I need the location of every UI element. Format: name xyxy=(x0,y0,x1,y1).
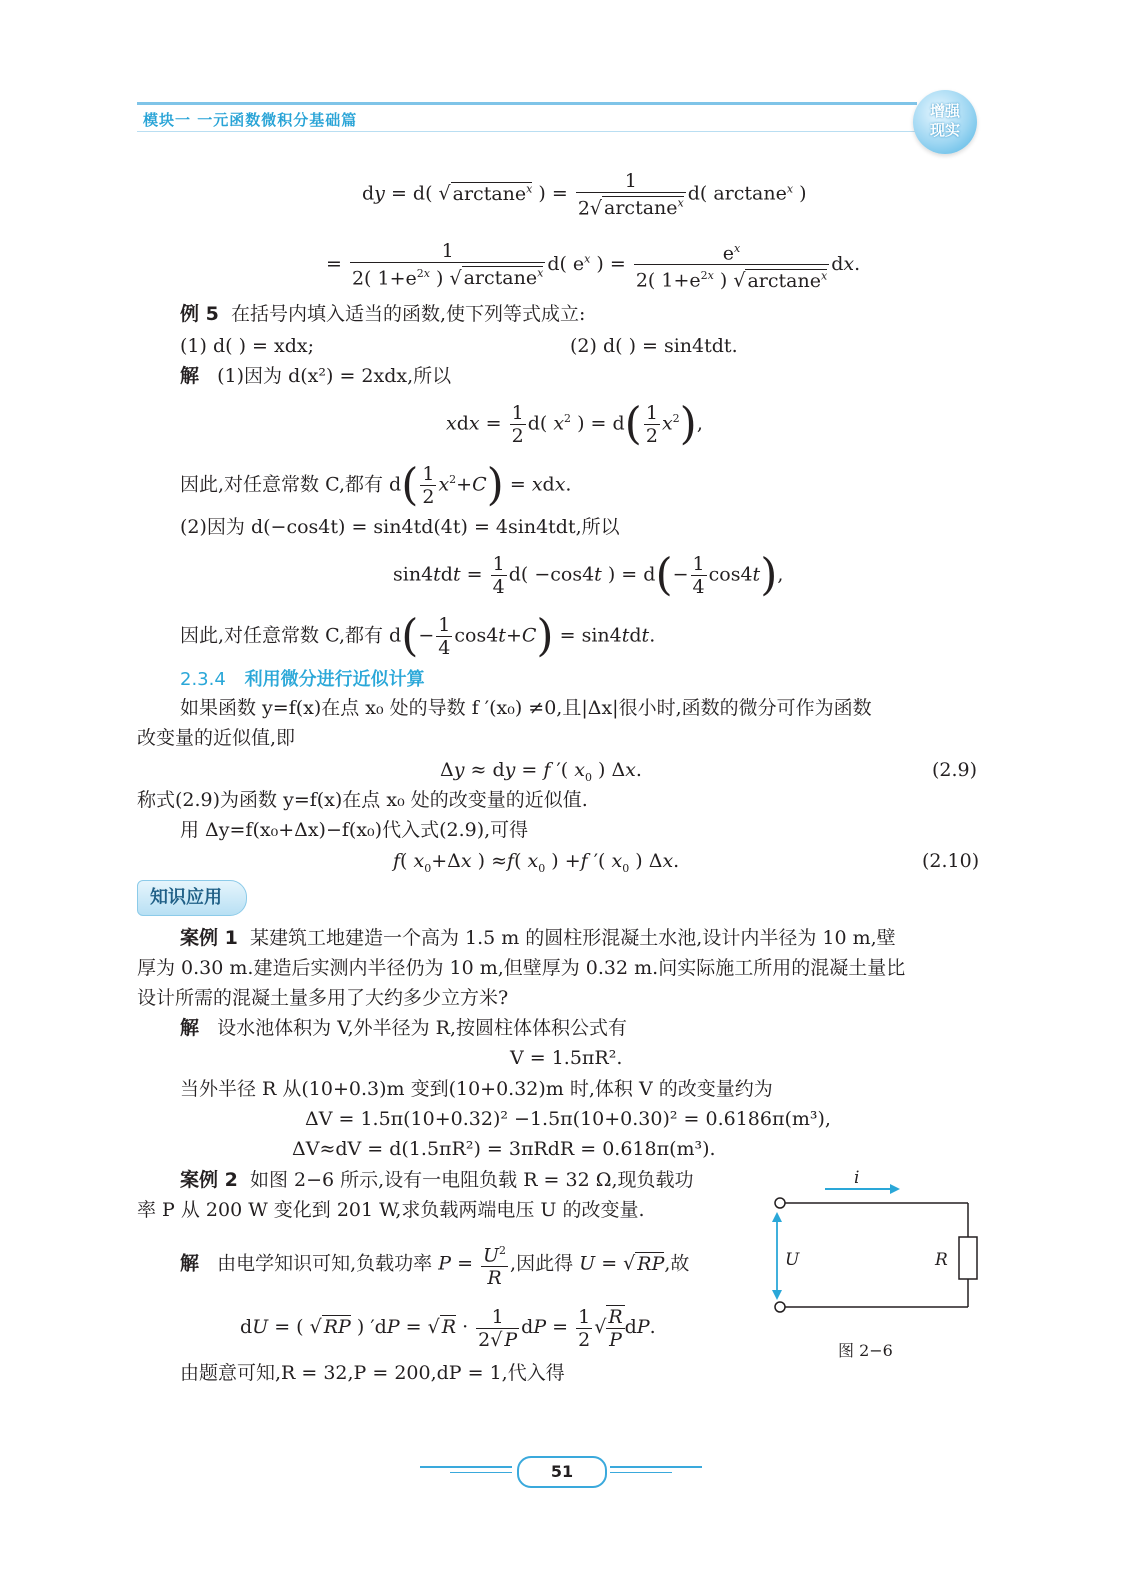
case1-line2: 厚为 0.30 m.建造后实测内半径仍为 10 m,但壁厚为 0.32 m.问实际施工所用的混凝土量比 xyxy=(137,957,906,979)
footer-line-left xyxy=(420,1466,512,1468)
formula-xdx: xdx = $\frac{1}{2}$ d( $x^2$ ) = d( $\frac{1}{2}$ $x^2$), xyxy=(446,398,703,450)
case1-line1: 案例 1 某建筑工地建造一个高为 1.5 m 的圆柱形混凝土水池,设计内半径为 10 m,壁 xyxy=(180,927,896,949)
header-rule-thin xyxy=(137,131,917,132)
case2-line1: 案例 2 如图 2−6 所示,设有一电阻负载 R = 32 Ω,现负载功 xyxy=(180,1169,694,1191)
footer-line-left-2 xyxy=(450,1472,512,1473)
case2-last: 由题意可知,R = 32,P = 200,dP = 1,代入得 xyxy=(180,1362,565,1384)
knowledge-application-tag: 知识应用 xyxy=(137,880,247,916)
voltage-label: U xyxy=(785,1250,800,1270)
current-label: i xyxy=(854,1168,860,1188)
badge-line-1: 增强 xyxy=(929,102,960,120)
footer-line-right-2 xyxy=(610,1472,672,1473)
formula-sin4t: sin4tdt = $\frac{1}{4}$ d( −cos4t ) = d(− $\frac{1}{4}$ cos4t), xyxy=(393,549,784,601)
case1-when: 当外半径 R 从(10+0.3)m 变到(10+0.32)m 时,体积 V 的改变量约为 xyxy=(180,1078,773,1100)
case1-line3: 设计所需的混凝土量多用了大约多少立方米? xyxy=(137,987,509,1009)
example5-part2: (2) d( ) = sin4tdt. xyxy=(570,335,738,357)
voltage-arrow-up xyxy=(772,1212,782,1222)
paragraph-2: 称式(2.9)为函数 y=f(x)在点 x₀ 处的改变量的近似值. xyxy=(137,789,588,811)
header-rule xyxy=(137,102,917,105)
paragraph-1a: 如果函数 y=f(x)在点 x₀ 处的导数 f ′(x₀) ≠0,且|Δx|很小时,函数的微分可作为函数 xyxy=(180,697,872,719)
case1-delta-v: ΔV = 1.5π(10+0.32)² −1.5π(10+0.30)² = 0.6186π(m³), xyxy=(305,1108,831,1130)
circuit-diagram xyxy=(760,1160,1000,1330)
formula-dy-line2: = $\frac{1}{2( 1+e^{2x} ) √ \arctan e^x}$ d( $e^x$ ) = $\frac{e^x}{2( 1+e^{2x} ) √ \arctan e^x}$ dx. xyxy=(326,238,860,292)
resistor xyxy=(959,1237,977,1279)
example5-part1: (1) d( ) = xdx; xyxy=(180,335,314,357)
running-header: 模块一 一元函数微积分基础篇 xyxy=(143,111,358,129)
therefore-2: 因此,对任意常数 C,都有 d(− $\frac{1}{4}$ cos4t+C) = sin4tdt. xyxy=(180,610,656,662)
terminal-bottom xyxy=(775,1302,785,1312)
paragraph-1b: 改变量的近似值,即 xyxy=(137,727,296,749)
formula-dy-line1: dy = d( √ arctane$^x$ ) = $\frac{1}{2√ \arctan e^x}$ d( arctane$^x$ ) xyxy=(362,170,807,220)
case2-solution: 解 由电学知识可知,负载功率 P = $\frac{U^2}{R}$ ,因此得 U = √ RP,故 xyxy=(180,1240,689,1289)
footer-line-right xyxy=(610,1466,702,1468)
page-number: 51 xyxy=(517,1456,607,1488)
voltage-arrow-down xyxy=(772,1290,782,1300)
badge-line-2: 现实 xyxy=(929,121,960,139)
case2-du-formula: dU = ( √ RP ) ′dP = √ R · $\frac{1}{2√ P}$ dP = $\frac{1}{2}$ √ $\frac{R}{P}$ dP. xyxy=(240,1305,656,1351)
equation-2-9: Δy ≈ dy = f ′( $x_0$ ) Δx. xyxy=(440,759,642,784)
case1-solution: 解 设水池体积为 V,外半径为 R,按圆柱体体积公式有 xyxy=(180,1017,628,1039)
equation-2-9-label: (2.9) xyxy=(932,759,978,781)
resistor-label: R xyxy=(935,1250,948,1270)
figure-caption: 图 2−6 xyxy=(838,1341,893,1360)
paragraph-3: 用 Δy=f(x₀+Δx)−f(x₀)代入式(2.9),可得 xyxy=(180,819,529,841)
case2-line2: 率 P 从 200 W 变化到 201 W,求负载两端电压 U 的改变量. xyxy=(137,1199,645,1221)
solution-1-intro: 解 (1)因为 d(x²) = 2xdx,所以 xyxy=(180,365,452,387)
case1-volume: V = 1.5πR². xyxy=(510,1047,623,1069)
equation-2-10-label: (2.10) xyxy=(922,850,980,872)
augmented-reality-badge[interactable] xyxy=(913,90,977,154)
equation-2-10: f( $x_0+\Delta x$ ) ≈f( $x_0$ ) +f ′( $x_0$ ) Δx. xyxy=(393,850,680,875)
therefore-1: 因此,对任意常数 C,都有 d( $\frac{1}{2}$ $x^2+C$) = xdx. xyxy=(180,459,572,511)
example5-heading: 例 5 在括号内填入适当的函数,使下列等式成立: xyxy=(180,303,586,325)
terminal-top xyxy=(775,1198,785,1208)
section-heading: 2.3.4 利用微分进行近似计算 xyxy=(180,669,425,690)
solution-2-intro: (2)因为 d(−cos4t) = sin4td(4t) = 4sin4tdt,所以 xyxy=(180,516,620,538)
case1-dv: ΔV≈dV = d(1.5πR²) = 3πRdR = 0.618π(m³). xyxy=(292,1138,716,1160)
current-arrow-head xyxy=(890,1184,900,1194)
